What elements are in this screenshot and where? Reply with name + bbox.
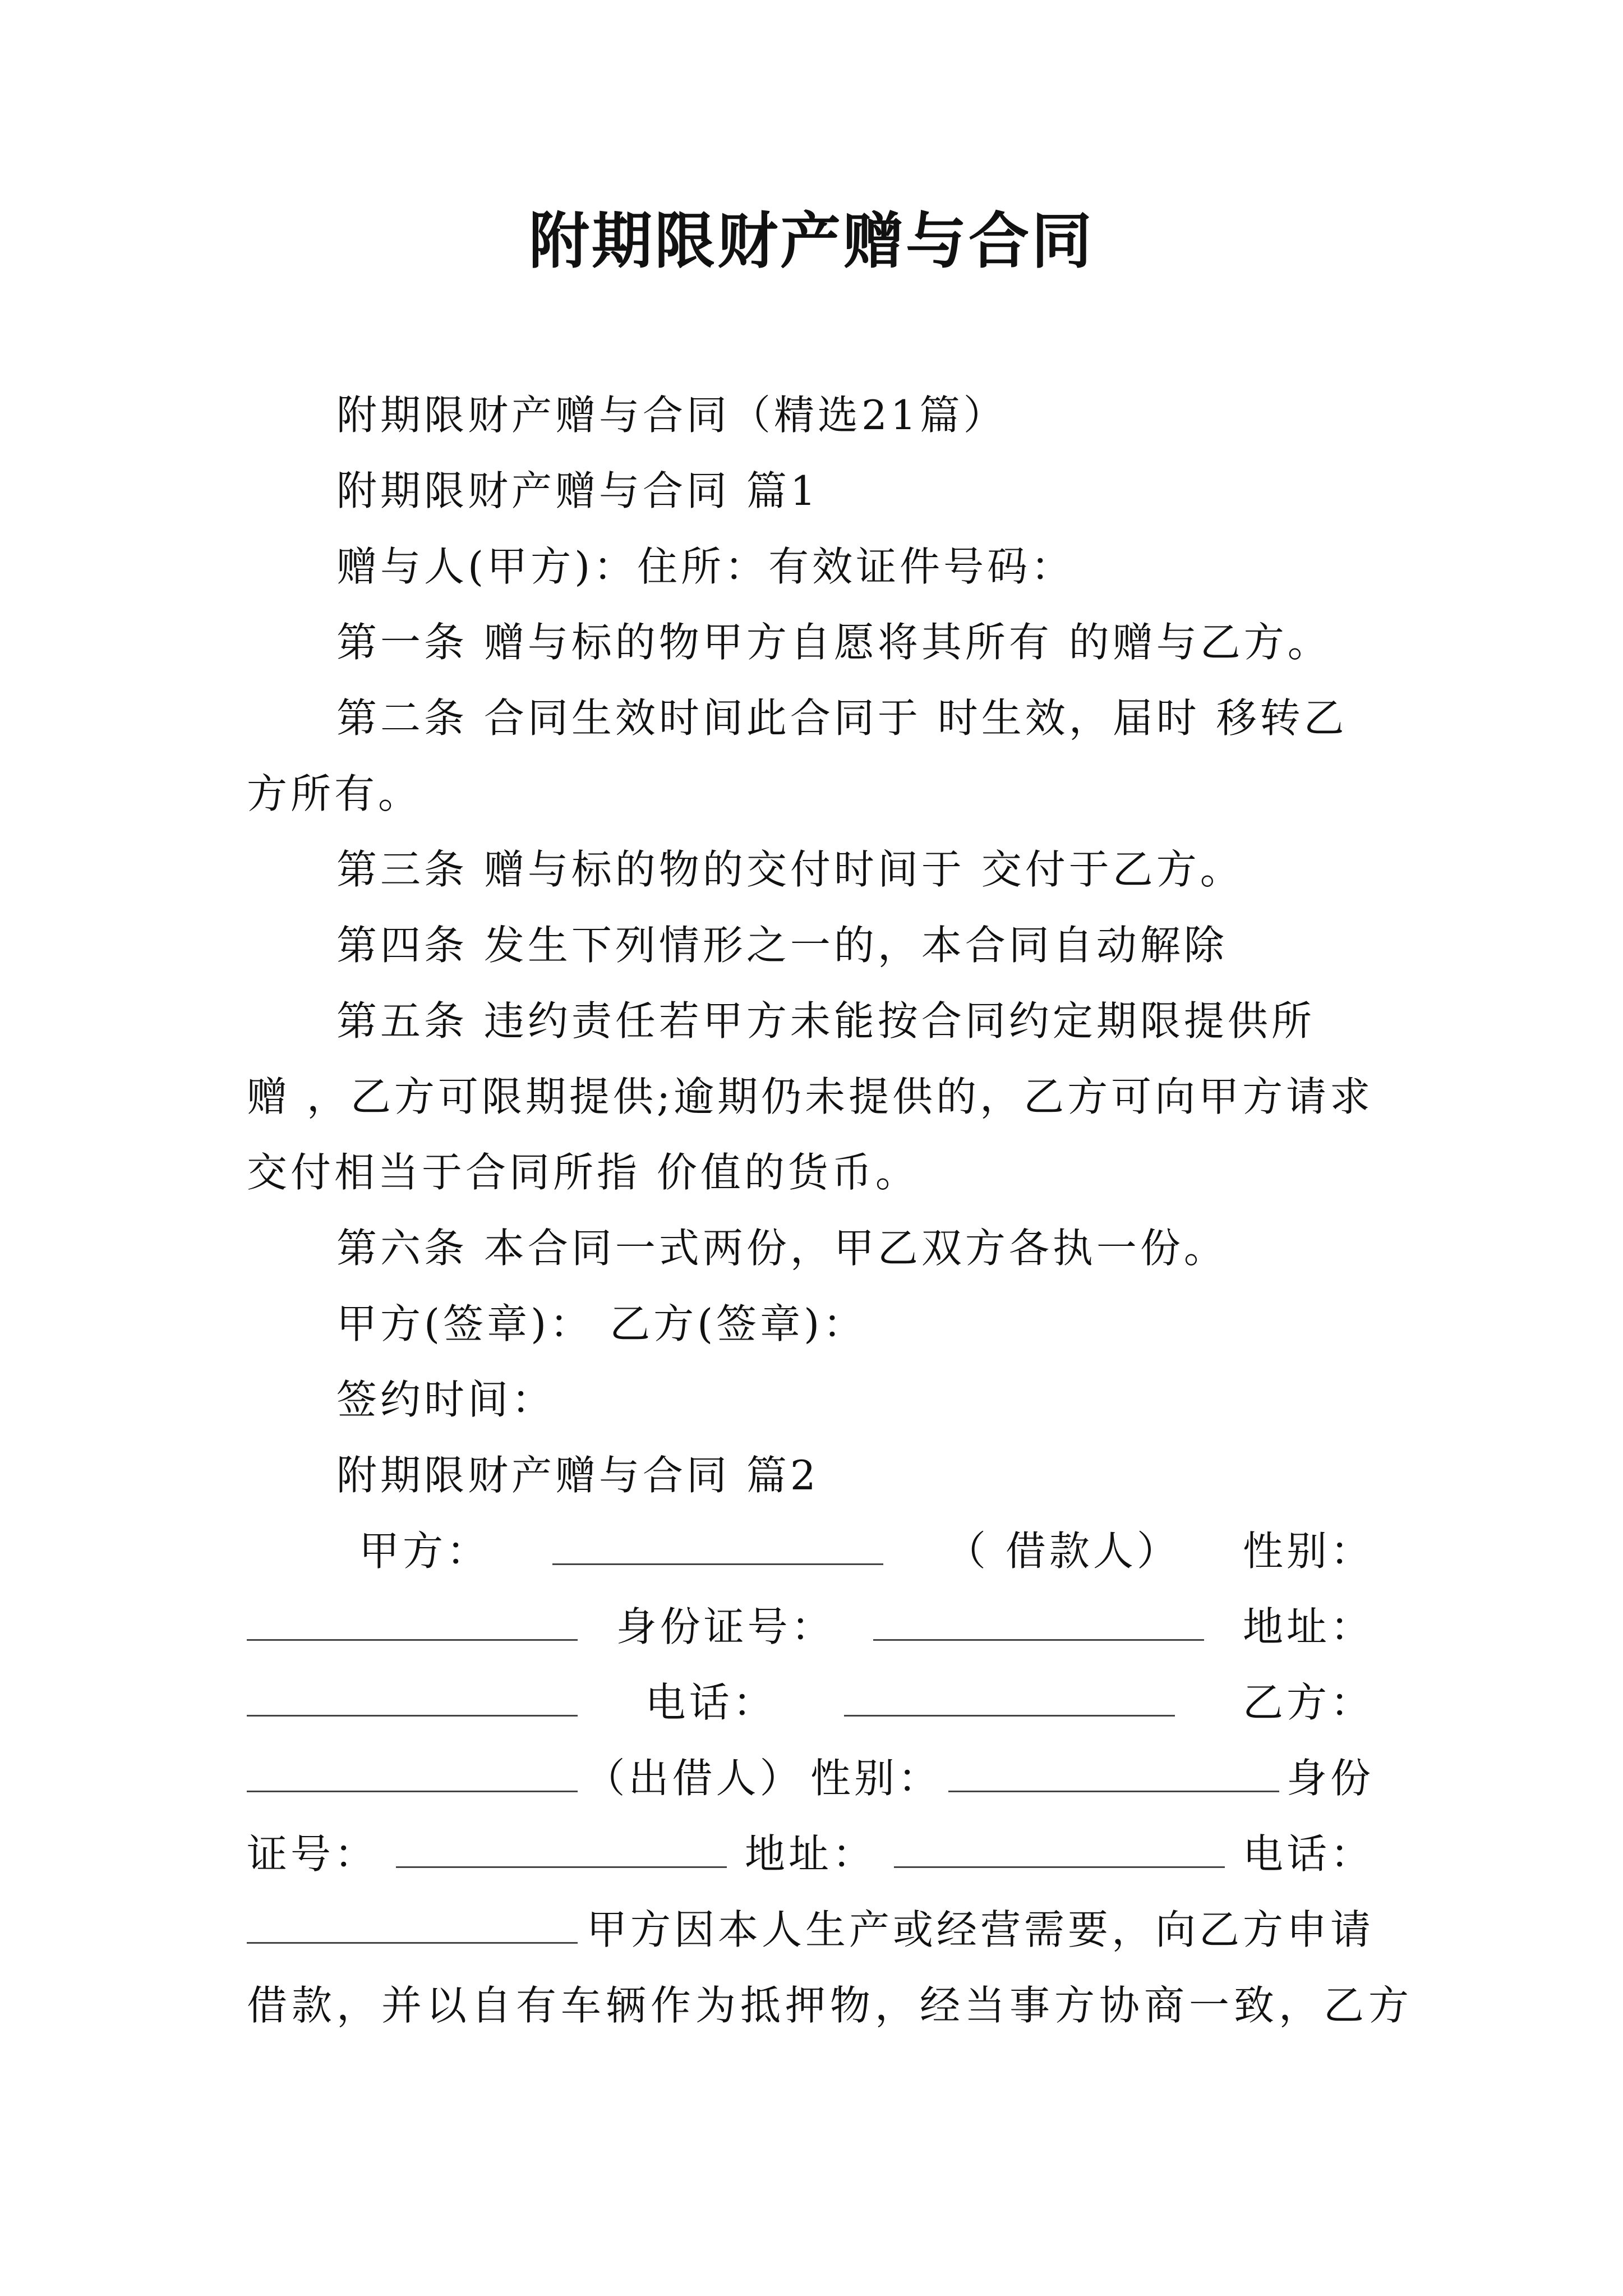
loan-purpose-text: 甲方因本人生产或经营需要，向乙方申请: [586, 1906, 1374, 1953]
party-b-name-blank[interactable]: [247, 1759, 578, 1792]
article-2: 第二条 合同生效时间此合同于 时生效，届时 移转乙: [336, 694, 1348, 742]
phone-blank[interactable]: [844, 1683, 1175, 1717]
phone-blank-2[interactable]: [247, 1911, 578, 1944]
id-number-label: 身份证号：: [616, 1603, 835, 1650]
article-5: 第五条 违约责任若甲方未能按合同约定期限提供所: [336, 997, 1315, 1045]
document-title: 附期限财产赠与合同: [528, 206, 1094, 277]
gender-blank-2[interactable]: [948, 1759, 1279, 1792]
gender-label: 性别：: [1242, 1527, 1374, 1575]
address-blank[interactable]: [247, 1683, 578, 1717]
signature-line: 甲方(签章)： 乙方(签章)：: [336, 1300, 867, 1347]
party-a-label: 甲方：: [359, 1527, 491, 1575]
article-5-cont-2: 交付相当于合同所指 价值的货币。: [247, 1149, 919, 1196]
form-row-1: [359, 1523, 1374, 1579]
article-3: 第三条 赠与标的物的交付时间于 交付于乙方。: [336, 846, 1244, 893]
form-row-5: [247, 1826, 1374, 1882]
signing-date-line: 签约时间：: [336, 1376, 556, 1423]
form-row-3: [247, 1674, 1374, 1731]
address-blank-2[interactable]: [894, 1835, 1225, 1868]
subtitle-line: 附期限财产赠与合同（精选21篇）: [336, 392, 1007, 439]
loan-purpose-cont: 借款，并以自有车辆作为抵押物，经当事方协商一致，乙方: [247, 1982, 1414, 2029]
article-1: 第一条 赠与标的物甲方自愿将其所有 的赠与乙方。: [336, 619, 1331, 666]
address-label: 地址：: [1242, 1603, 1374, 1650]
gender-blank[interactable]: [247, 1608, 578, 1641]
id-number-blank-2[interactable]: [396, 1835, 727, 1868]
article-2-cont: 方所有。: [247, 770, 422, 817]
party-b-label: 乙方：: [1242, 1679, 1374, 1726]
id-label-part-1: 身份: [1286, 1755, 1374, 1802]
article-6: 第六条 本合同一式两份，甲乙双方各执一份。: [336, 1225, 1228, 1272]
id-label-part-2: 证号：: [247, 1830, 379, 1878]
phone-label: 电话：: [645, 1679, 777, 1726]
lender-label: （出借人）: [584, 1755, 804, 1802]
form-row-2: [247, 1599, 1374, 1655]
id-number-blank[interactable]: [873, 1608, 1204, 1641]
article-4: 第四条 发生下列情形之一的，本合同自动解除: [336, 922, 1228, 969]
section-heading-1: 附期限财产赠与合同 篇1: [336, 467, 819, 514]
donor-info-line: 赠与人(甲方)：住所：有效证件号码：: [336, 543, 1075, 590]
gender-label-2: 性别：: [810, 1755, 942, 1802]
article-5-cont-1: 赠 ，乙方可限期提供;逾期仍未提供的，乙方可向甲方请求: [247, 1073, 1374, 1120]
borrower-label: （ 借款人）: [946, 1527, 1181, 1575]
form-row-4: [247, 1750, 1374, 1806]
phone-label-2: 电话：: [1242, 1830, 1374, 1878]
section-heading-2: 附期限财产赠与合同 篇2: [336, 1452, 819, 1499]
party-a-name-blank[interactable]: [552, 1532, 883, 1565]
form-row-6: [247, 1902, 1374, 1958]
address-label-2: 地址：: [744, 1830, 876, 1878]
